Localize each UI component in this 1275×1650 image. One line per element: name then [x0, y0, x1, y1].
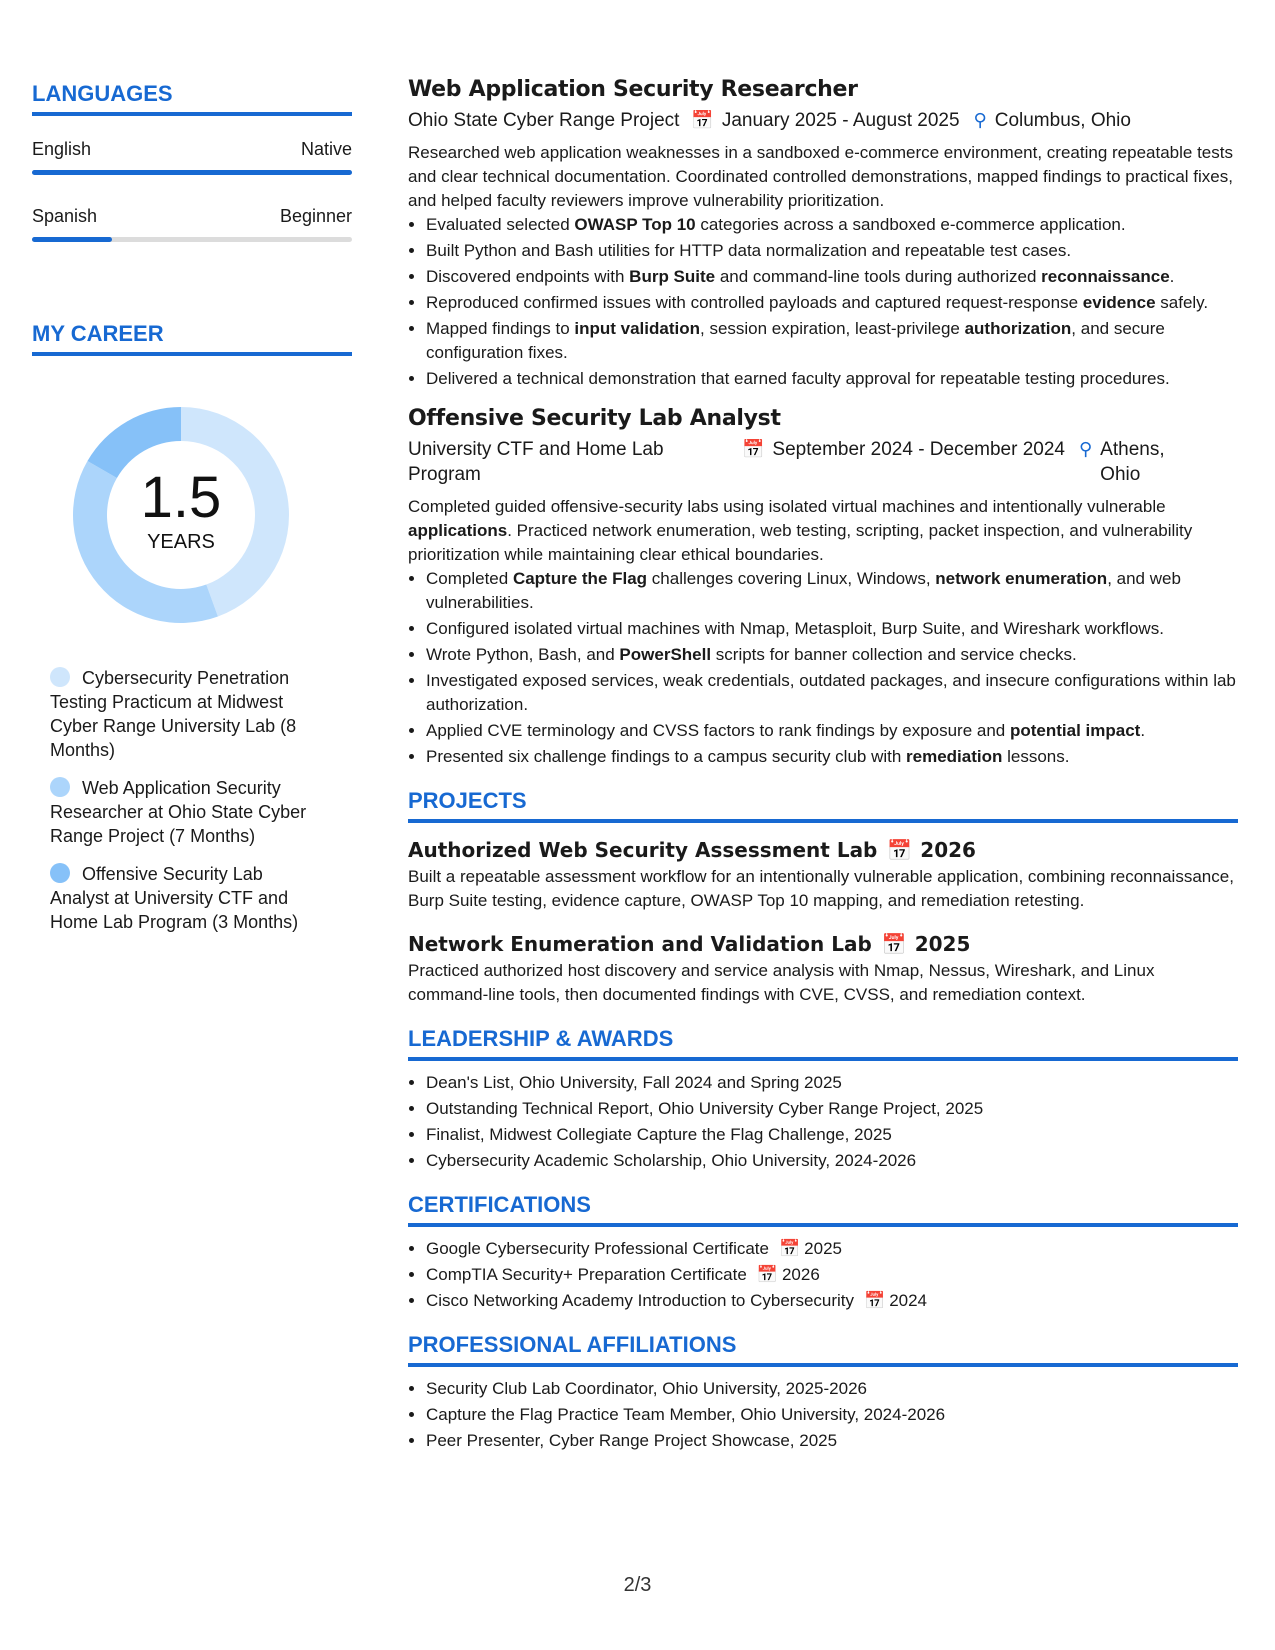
career-legend: [50, 666, 320, 934]
calendar-icon: 📅: [778, 1239, 801, 1258]
page-number: 2/3: [623, 1574, 652, 1596]
language-level: Beginner: [279, 206, 352, 226]
certification-item: • Cisco Networking Academy Introduction to Cybersecurity 📅 2024: [426, 1289, 1238, 1313]
job-bullet: • Completed Capture the Flag challenges covering Linux, Windows, network enumeration, and web vulnerabilities.: [426, 567, 1238, 615]
job-description: Researched web application weaknesses in a sandboxed e-commerce environment, creating repeatable tests and clear technical documentation. Coordinated controlled demonstrations, mapped findings to practical fixes, and helped faculty reviewers improve vulnerability prioritization.: [408, 143, 1233, 210]
affiliation-item: • Peer Presenter, Cyber Range Project Showcase, 2025: [426, 1429, 1238, 1453]
career-legend-item: [50, 862, 320, 934]
projects-section: [408, 787, 1238, 1007]
legend-text: Cybersecurity Penetration Testing Practicum at Midwest Cyber Range University Lab (8 Months): [50, 668, 297, 760]
job-bullet: • Evaluated selected OWASP Top 10 categories across a sandboxed e-commerce application.: [426, 213, 1238, 237]
job-meta: [408, 437, 1238, 487]
affiliations-list: [408, 1377, 1238, 1453]
job-bullet: • Delivered a technical demonstration that earned faculty approval for repeatable testing procedures.: [426, 367, 1238, 391]
language-name: Spanish: [32, 206, 98, 226]
project-year: 2025: [914, 932, 971, 956]
job-bullet: • Wrote Python, Bash, and PowerShell scripts for banner collection and service checks.: [426, 643, 1238, 667]
affiliation-item: • Security Club Lab Coordinator, Ohio University, 2025-2026: [426, 1377, 1238, 1401]
legend-dot: [50, 667, 70, 687]
job-dates: September 2024 - December 2024: [772, 439, 1065, 460]
career-title: MY CAREER: [32, 320, 352, 356]
job-bullet: • Built Python and Bash utilities for HTTP data normalization and repeatable test cases.: [426, 239, 1238, 263]
language-bar-fill: [32, 170, 352, 175]
job-bullets: [408, 567, 1238, 769]
leadership-title: LEADERSHIP & AWARDS: [408, 1025, 1238, 1061]
map-pin-icon: ⚲: [1078, 439, 1093, 459]
language-name: English: [32, 139, 92, 159]
legend-text: Web Application Security Researcher at Ohio State Cyber Range Project (7 Months): [50, 778, 307, 846]
language-bar-fill: [32, 237, 112, 242]
legend-text: Offensive Security Lab Analyst at University CTF and Home Lab Program (3 Months): [50, 864, 299, 932]
affiliation-item: • Capture the Flag Practice Team Member, Ohio University, 2024-2026: [426, 1403, 1238, 1427]
map-pin-icon: ⚲: [973, 110, 987, 130]
job-org: University CTF and Home Lab Program: [408, 439, 664, 485]
calendar-icon: 📅: [864, 1291, 886, 1310]
language-bar: [32, 170, 352, 175]
project-description: Practiced authorized host discovery and service analysis with Nmap, Nessus, Wireshark, and Linux command-line tools, then documented findings with CVE, CVSS, and remediation context.: [408, 961, 1155, 1004]
projects-title: PROJECTS: [408, 787, 1238, 823]
job-bullet: • Investigated exposed services, weak credentials, outdated packages, and insecure configurations within lab authorization.: [426, 669, 1238, 717]
career-legend-item: [50, 666, 320, 762]
donut-value: 1.5: [140, 465, 222, 530]
calendar-icon: 📅: [881, 932, 907, 956]
job-bullet: • Applied CVE terminology and CVSS factors to rank findings by exposure and potential impact.: [426, 719, 1238, 743]
legend-dot: [50, 863, 70, 883]
job-bullet: • Discovered endpoints with Burp Suite and command-line tools during authorized reconnaissance.: [426, 265, 1238, 289]
sidebar: [32, 80, 352, 948]
language-english: [32, 138, 352, 175]
donut-label: YEARS: [147, 531, 215, 553]
job-dates: January 2025 - August 2025: [721, 110, 960, 131]
calendar-icon: 📅: [887, 838, 913, 862]
job-bullet: • Configured isolated virtual machines with Nmap, Metasploit, Burp Suite, and Wireshark workflows.: [426, 617, 1238, 641]
project-heading: [408, 837, 1238, 863]
language-level: Native: [300, 139, 352, 159]
job-bullet: • Presented six challenge findings to a campus security club with remediation lessons.: [426, 745, 1238, 769]
calendar-icon: 📅: [756, 1265, 778, 1284]
languages-title: LANGUAGES: [32, 80, 352, 116]
language-bar: [32, 237, 352, 242]
affiliations-title: PROFESSIONAL AFFILIATIONS: [408, 1331, 1238, 1367]
job-description: Completed guided offensive-security labs using isolated virtual machines and intentionally vulnerable applications. Practiced network enumeration, web testing, scripting, packet inspection, and vulnerability prioritization while maintaining clear ethical boundaries.: [408, 497, 1193, 564]
career-legend-item: [50, 776, 320, 848]
job-org: Ohio State Cyber Range Project: [408, 110, 680, 131]
project-name: Network Enumeration and Validation Lab: [408, 932, 872, 956]
leadership-section: [408, 1025, 1238, 1173]
certification-item: • Google Cybersecurity Professional Certificate 📅 2025: [426, 1237, 1238, 1261]
job-bullets: [408, 213, 1238, 391]
project-year: 2026: [920, 838, 976, 862]
leadership-item: • Cybersecurity Academic Scholarship, Ohio University, 2024-2026: [426, 1149, 1238, 1173]
affiliations-section: [408, 1331, 1238, 1453]
project-name: Authorized Web Security Assessment Lab: [408, 838, 878, 862]
certification-item: • CompTIA Security+ Preparation Certificate 📅 2026: [426, 1263, 1238, 1287]
main-content: [408, 76, 1238, 1455]
leadership-list: [408, 1071, 1238, 1173]
leadership-item: • Outstanding Technical Report, Ohio University Cyber Range Project, 2025: [426, 1097, 1238, 1121]
certifications-title: CERTIFICATIONS: [408, 1191, 1238, 1227]
language-spanish: [32, 205, 352, 242]
leadership-item: • Dean's List, Ohio University, Fall 2024 and Spring 2025: [426, 1071, 1238, 1095]
project-heading: [408, 931, 1238, 957]
job-location: Athens, Ohio: [1100, 439, 1165, 485]
certifications-list: [408, 1237, 1238, 1313]
job-bullet: • Mapped findings to input validation, session expiration, least-privilege authorization, and secure configuration fixes.: [426, 317, 1238, 365]
job-bullet: • Reproduced confirmed issues with controlled payloads and captured request-response evidence safely.: [426, 291, 1238, 315]
legend-dot: [50, 777, 70, 797]
career-donut: [66, 400, 296, 630]
calendar-icon: 📅: [742, 439, 765, 459]
job-entry: [408, 76, 1238, 391]
job-title: Web Application Security Researcher: [408, 77, 858, 102]
job-location: Columbus, Ohio: [994, 110, 1131, 131]
leadership-item: • Finalist, Midwest Collegiate Capture the Flag Challenge, 2025: [426, 1123, 1238, 1147]
job-title: Offensive Security Lab Analyst: [408, 406, 781, 431]
calendar-icon: 📅: [691, 110, 714, 130]
job-entry: [408, 405, 1238, 769]
certifications-section: [408, 1191, 1238, 1313]
job-meta: [408, 108, 1238, 133]
project-description: Built a repeatable assessment workflow for an intentionally vulnerable application, combining reconnaissance, Burp Suite testing, evidence capture, OWASP Top 10 mapping, and remediation retesting.: [408, 867, 1234, 910]
